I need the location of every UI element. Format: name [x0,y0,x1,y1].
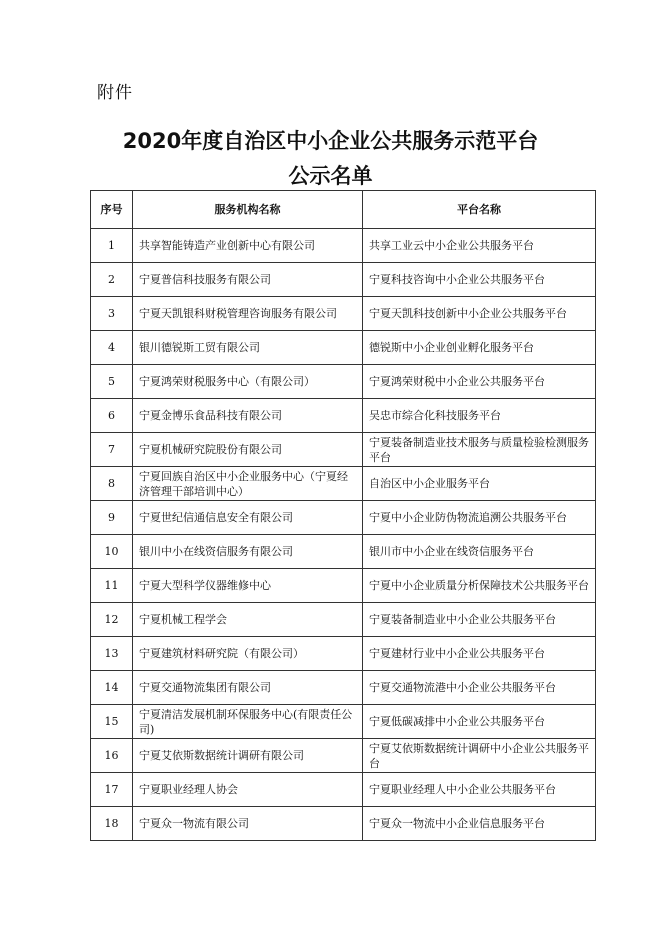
org-name-cell: 宁夏普信科技服务有限公司 [133,263,363,297]
row-number: 7 [91,433,133,467]
org-name-cell: 宁夏回族自治区中小企业服务中心（宁夏经济管理干部培训中心） [133,467,363,501]
platform-name-cell: 宁夏科技咨询中小企业公共服务平台 [363,263,596,297]
row-number: 11 [91,569,133,603]
table-row [91,433,596,467]
platform-name-cell: 吴忠市综合化科技服务平台 [363,399,596,433]
platform-name-cell: 宁夏装备制造业技术服务与质量检验检测服务平台 [363,433,596,467]
attachment-label: 附件 [97,83,133,103]
table-row [91,569,596,603]
org-name-cell: 宁夏建筑材料研究院（有限公司） [133,637,363,671]
table-row [91,467,596,501]
table-row [91,263,596,297]
header-serial: 序号 [91,191,133,229]
org-name-cell: 宁夏机械研究院股份有限公司 [133,433,363,467]
row-number: 2 [91,263,133,297]
org-name-cell: 宁夏机械工程学会 [133,603,363,637]
table-row [91,501,596,535]
row-number: 14 [91,671,133,705]
table-row [91,297,596,331]
org-name-cell: 宁夏艾依斯数据统计调研有限公司 [133,739,363,773]
platform-name-cell: 德锐斯中小企业创业孵化服务平台 [363,331,596,365]
row-number: 1 [91,229,133,263]
table-row [91,637,596,671]
table-row [91,229,596,263]
table-row [91,671,596,705]
org-name-cell: 宁夏天凯银科财税管理咨询服务有限公司 [133,297,363,331]
org-name-cell: 宁夏职业经理人协会 [133,773,363,807]
org-name-cell: 宁夏金博乐食品科技有限公司 [133,399,363,433]
platform-name-cell: 宁夏交通物流港中小企业公共服务平台 [363,671,596,705]
row-number: 8 [91,467,133,501]
platform-name-cell: 银川市中小企业在线资信服务平台 [363,535,596,569]
row-number: 5 [91,365,133,399]
table-row [91,331,596,365]
platform-name-cell: 宁夏中小企业防伪物流追溯公共服务平台 [363,501,596,535]
row-number: 9 [91,501,133,535]
platform-name-cell: 宁夏职业经理人中小企业公共服务平台 [363,773,596,807]
platform-name-cell: 宁夏艾依斯数据统计调研中小企业公共服务平台 [363,739,596,773]
org-name-cell: 银川中小在线资信服务有限公司 [133,535,363,569]
row-number: 6 [91,399,133,433]
platform-name-cell: 宁夏鸿荣财税中小企业公共服务平台 [363,365,596,399]
platform-name-cell: 宁夏装备制造业中小企业公共服务平台 [363,603,596,637]
org-name-cell: 银川德锐斯工贸有限公司 [133,331,363,365]
page-subtitle: 公示名单 [288,164,373,188]
page-title: 2020年度自治区中小企业公共服务示范平台 [122,129,539,153]
header-org-name: 服务机构名称 [133,191,363,229]
org-name-cell: 宁夏清洁发展机制环保服务中心(有限责任公司) [133,705,363,739]
table-row [91,807,596,841]
row-number: 15 [91,705,133,739]
org-name-cell: 宁夏大型科学仪器维修中心 [133,569,363,603]
row-number: 4 [91,331,133,365]
table-row [91,603,596,637]
row-number: 12 [91,603,133,637]
row-number: 18 [91,807,133,841]
table-row [91,739,596,773]
row-number: 13 [91,637,133,671]
platform-name-cell: 宁夏建材行业中小企业公共服务平台 [363,637,596,671]
platform-name-cell: 宁夏天凯科技创新中小企业公共服务平台 [363,297,596,331]
platform-name-cell: 宁夏众一物流中小企业信息服务平台 [363,807,596,841]
table-header-row [91,191,596,229]
platform-name-cell: 宁夏低碳减排中小企业公共服务平台 [363,705,596,739]
platform-name-cell: 宁夏中小企业质量分析保障技术公共服务平台 [363,569,596,603]
header-platform-name: 平台名称 [363,191,596,229]
org-name-cell: 宁夏世纪信通信息安全有限公司 [133,501,363,535]
table-row [91,705,596,739]
platform-name-cell: 共享工业云中小企业公共服务平台 [363,229,596,263]
table-row [91,773,596,807]
org-name-cell: 宁夏交通物流集团有限公司 [133,671,363,705]
org-name-cell: 共享智能铸造产业创新中心有限公司 [133,229,363,263]
platform-name-cell: 自治区中小企业服务平台 [363,467,596,501]
platform-list-table [90,190,596,841]
row-number: 3 [91,297,133,331]
table-row [91,399,596,433]
org-name-cell: 宁夏鸿荣财税服务中心（有限公司） [133,365,363,399]
row-number: 16 [91,739,133,773]
row-number: 10 [91,535,133,569]
org-name-cell: 宁夏众一物流有限公司 [133,807,363,841]
row-number: 17 [91,773,133,807]
table-row [91,535,596,569]
table-row [91,365,596,399]
